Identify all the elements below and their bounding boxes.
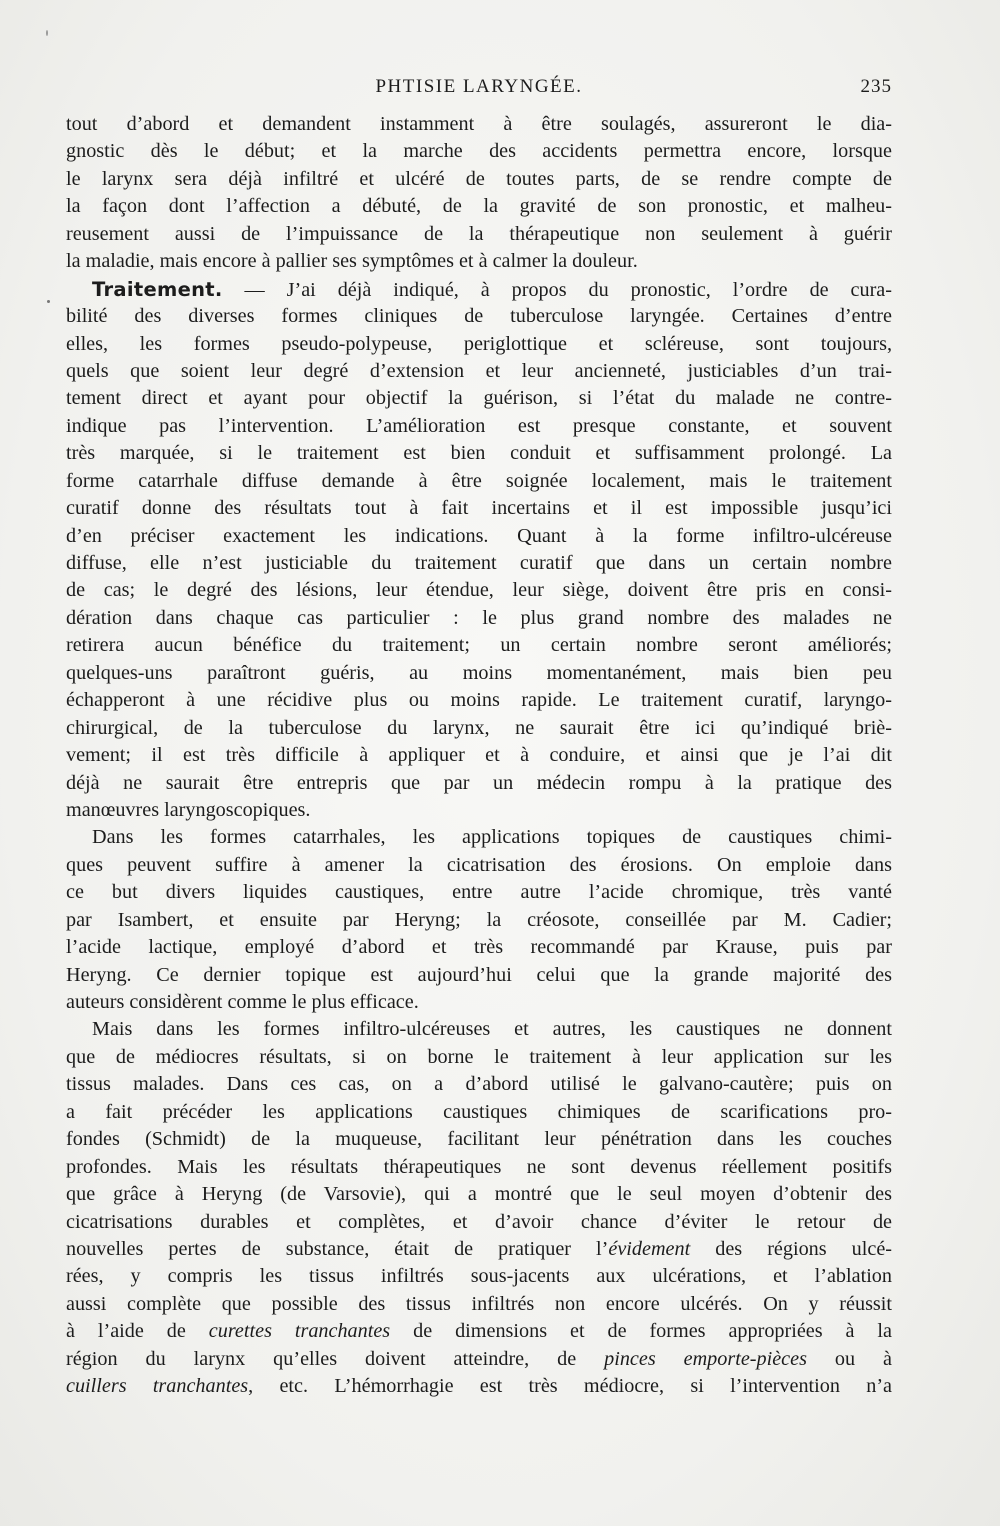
text-line: nouvelles pertes de substance, était de pratiquer l’évidement des régions ulcé-: [66, 1237, 893, 1260]
text-line: par Isambert, et ensuite par Heryng; la créosote, conseillée par M. Cadier;: [66, 908, 892, 931]
text-line: quelques-uns paraîtront guéris, au moins momentanément, mais bien peu: [66, 661, 892, 684]
text-line: que de médiocres résultats, si on borne le traitement à leur application sur les: [66, 1045, 892, 1068]
page-number: 235: [860, 76, 892, 97]
text-line: gnostic dès le début; et la marche des accidents permettra encore, lorsque: [66, 140, 892, 163]
text-line: de cas; le degré des lésions, leur étendue, leur siège, doivent être pris en consi-: [66, 579, 892, 602]
page-header: [66, 72, 892, 102]
text-line: diffuse, elle n’est justiciable du traitement curatif que dans un certain nombre: [66, 552, 892, 574]
text-line: dération dans chaque cas particulier : le plus grand nombre des malades ne: [66, 606, 892, 629]
text-line: retirera aucun bénéfice du traitement; un certain nombre seront améliorés;: [66, 634, 892, 657]
text-line: d’en préciser exactement les indications. Quant à la forme infiltro-ulcéreuse: [66, 524, 892, 547]
text-line: que grâce à Heryng (de Varsovie), qui a montré que le seul moyen d’obtenir des: [66, 1183, 892, 1206]
print-speck: [47, 300, 50, 303]
text-line: manœuvres laryngoscopiques.: [66, 798, 311, 821]
text-line: indique pas l’intervention. L’amélioration est presque constante, et souvent: [66, 414, 892, 437]
text-line: vement; il est très difficile à appliquer et à conduire, et ainsi que je l’ai dit: [66, 744, 892, 767]
text-line: Mais dans les formes infiltro-ulcéreuses et autres, les caustiques ne donnent: [92, 1018, 892, 1041]
text-line: a fait précéder les applications caustiques chimiques de scarifications pro-: [66, 1100, 892, 1123]
body-text: [66, 111, 892, 1401]
text-line: quels que soient leur degré d’extension et leur ancienneté, justiciables d’un trai-: [66, 359, 892, 382]
running-title: PHTISIE LARYNGÉE.: [375, 76, 583, 97]
text-line: cicatrisations durables et complètes, et d’avoir chance d’éviter le retour de: [66, 1210, 892, 1233]
text-line: échapperont à une récidive plus ou moins rapide. Le traitement curatif, laryngo-: [66, 689, 892, 712]
text-line: ce but divers liquides caustiques, entre autre l’acide chromique, très vanté: [66, 881, 892, 904]
text-line: auteurs considèrent comme le plus efficace.: [66, 991, 419, 1013]
text-line: ques peuvent suffire à amener la cicatrisation des érosions. On emploie dans: [66, 853, 892, 876]
text-line: très marquée, si le traitement est bien conduit et suffisamment prolongé. La: [66, 442, 892, 465]
text-line: reusement aussi de l’impuissance de la thérapeutique non seulement à guérir: [66, 222, 892, 245]
text-line: région du larynx qu’elles doivent atteindre, de pinces emporte-pièces ou à: [66, 1347, 893, 1370]
text-line: tout d’abord et demandent instamment à être soulagés, assureront le dia-: [66, 113, 892, 135]
text-line-content: — J’ai déjà indiqué, à propos du pronostic, l’ordre de cura-: [222, 278, 892, 301]
text-line: curatif donne des résultats tout à fait incertains et il est impossible jusqu’ici: [66, 497, 892, 520]
text-line: Dans les formes catarrhales, les applications topiques de caustiques chimi-: [92, 826, 892, 849]
text-line: tement direct et ayant pour objectif la guérison, si l’état du malade ne contre-: [66, 387, 892, 410]
text-line: déjà ne saurait être entrepris que par un médecin rompu à la pratique des: [66, 771, 892, 794]
text-line: chirurgical, de la tuberculose du larynx, ne saurait être ici qu’indiqué briè-: [66, 716, 892, 739]
section-heading: Traitement.: [92, 277, 223, 301]
text-line: fondes (Schmidt) de la muqueuse, facilitant leur pénétration dans les couches: [66, 1128, 892, 1151]
text-line: tissus malades. Dans ces cas, on a d’abord utilisé le galvano-cautère; puis on: [66, 1073, 892, 1096]
print-speck: [46, 30, 48, 36]
text-line: la façon dont l’affection a débuté, de la gravité de son pronostic, et malheu-: [66, 195, 892, 218]
section-heading-line: [66, 276, 892, 303]
text-line: l’acide lactique, employé d’abord et très recommandé par Krause, puis par: [66, 936, 892, 959]
text-line: la maladie, mais encore à pallier ses symptômes et à calmer la douleur.: [66, 250, 638, 273]
text-line: profondes. Mais les résultats thérapeutiques ne sont devenus réellement positifs: [66, 1155, 892, 1178]
text-line: à l’aide de curettes tranchantes de dimensions et de formes appropriées à la: [66, 1320, 892, 1343]
text-line: forme catarrhale diffuse demande à être soignée localement, mais le traitement: [66, 469, 892, 492]
text-line: bilité des diverses formes cliniques de tuberculose laryngée. Certaines d’entre: [66, 305, 892, 328]
text-line: le larynx sera déjà infiltré et ulcéré de toutes parts, de se rendre compte de: [66, 167, 892, 190]
text-line: elles, les formes pseudo-polypeuse, periglottique et scléreuse, sont toujours,: [66, 332, 892, 355]
text-line: cuillers tranchantes, etc. L’hémorrhagie est très médiocre, si l’intervention n’a: [66, 1375, 892, 1398]
text-line: Heryng. Ce dernier topique est aujourd’hui celui que la grande majorité des: [66, 963, 892, 986]
text-line: aussi complète que possible des tissus infiltrés non encore ulcérés. On y réussit: [66, 1292, 892, 1315]
text-line: rées, y compris les tissus infiltrés sous-jacents aux ulcérations, et l’ablation: [66, 1265, 892, 1288]
